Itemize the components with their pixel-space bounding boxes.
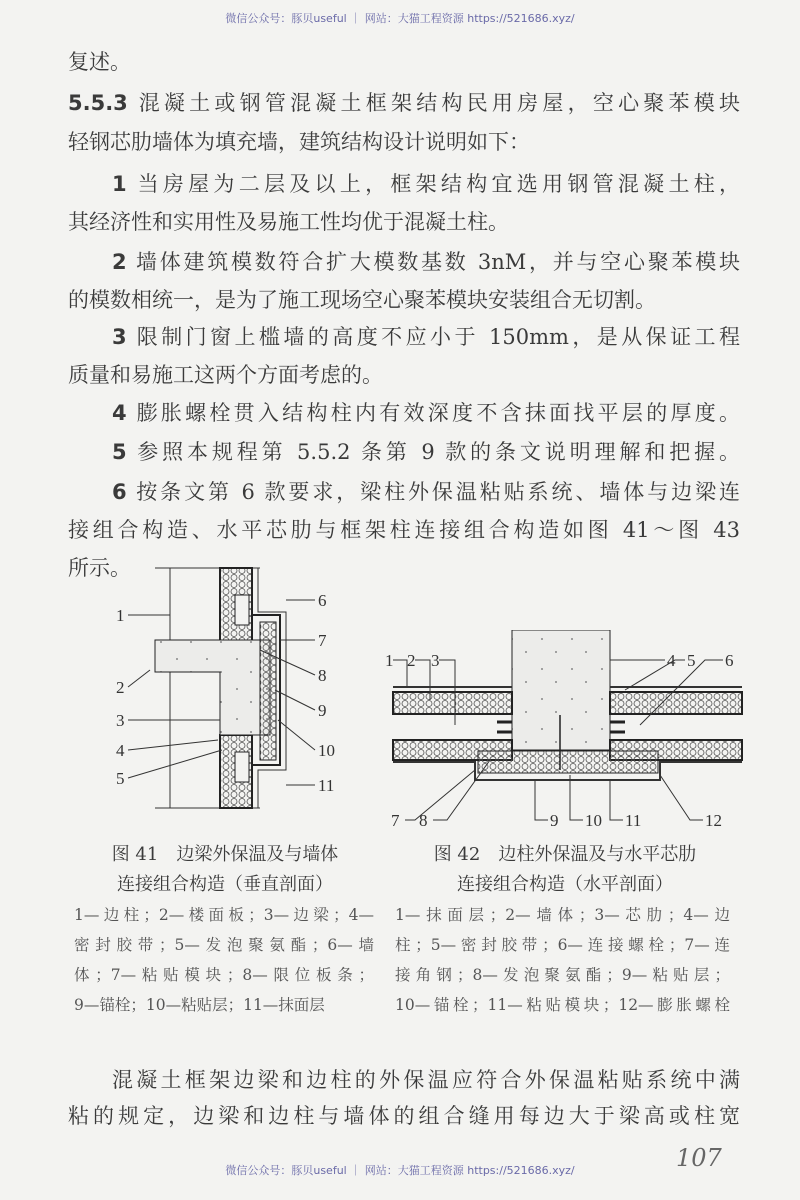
body-line	[112, 398, 740, 428]
legend-line: 接角钢；8—发泡聚氨酯；9—粘贴层；	[395, 966, 730, 984]
page-number: 107	[676, 1144, 722, 1172]
figure-41-caption	[70, 840, 380, 900]
callout-11: 11	[625, 811, 642, 830]
body-line	[68, 285, 740, 315]
callout-6: 6	[725, 651, 734, 670]
callout-2: 2	[116, 678, 125, 697]
item-number: 4	[112, 401, 127, 425]
line-text: 当房屋为二层及以上，框架结构宜选用钢管混凝土柱，	[137, 172, 741, 196]
section-number: 5.5.3	[68, 91, 128, 115]
body-line	[112, 477, 740, 507]
body-line	[112, 322, 740, 352]
callout-5: 5	[116, 769, 125, 788]
caption-line: 图 41 边梁外保温及与墙体	[111, 844, 339, 865]
legend-line: 体；7—粘贴模块；8—限位板条；	[74, 966, 374, 984]
callout-10: 10	[318, 741, 335, 760]
line-text: 膨胀螺栓贯入结构柱内有效深度不含抹面找平层的厚度。	[136, 401, 740, 425]
callout-12: 12	[705, 811, 722, 830]
line-text: 复述。	[68, 50, 131, 74]
legend-line: 1—抹面层；2—墙体；3—芯肋；4—边	[395, 906, 730, 924]
closing-paragraph-line: 混凝土框架边梁和边柱的外保温应符合外保温粘贴系统中满	[112, 1068, 740, 1092]
legend-line: 柱；5—密封胶带；6—连接螺栓；7—连	[395, 936, 730, 954]
line-text: 接组合构造、水平芯肋与框架柱连接组合构造如图 41～图 43	[68, 518, 740, 542]
caption-line: 连接组合构造（水平剖面）	[457, 874, 673, 895]
figure-41-diagram	[110, 560, 370, 850]
callout-10: 10	[585, 811, 602, 830]
legend-line: 1—边柱；2—楼面板；3—边梁；4—	[74, 906, 374, 924]
body-line	[112, 169, 740, 199]
line-text: 限制门窗上槛墙的高度不应小于 150mm，是从保证工程	[136, 325, 740, 349]
body-line	[68, 47, 740, 77]
item-number: 2	[112, 250, 127, 274]
callout-11: 11	[318, 776, 335, 795]
body-line	[68, 207, 740, 237]
callout-9: 9	[550, 811, 559, 830]
line-text: 质量和易施工这两个方面考虑的。	[68, 363, 383, 387]
body-line	[112, 437, 740, 467]
callout-1: 1	[385, 651, 394, 670]
callout-4: 4	[667, 651, 676, 670]
item-number: 6	[112, 480, 127, 504]
callout-5: 5	[687, 651, 696, 670]
legend-line: 10—锚栓；11—粘贴模块；12—膨胀螺栓	[395, 996, 730, 1014]
line-text: 轻钢芯肋墙体为填充墙，建筑结构设计说明如下：	[68, 130, 530, 154]
callout-3: 3	[116, 711, 125, 730]
closing-paragraph-line: 粘的规定，边梁和边柱与墙体的组合缝用每边大于梁高或柱宽	[68, 1104, 740, 1128]
line-text: 墙体建筑模数符合扩大模数基数 3nM，并与空心聚苯模块	[136, 250, 740, 274]
body-line	[68, 127, 740, 157]
callout-8: 8	[318, 666, 327, 685]
item-number: 1	[112, 172, 127, 196]
callout-9: 9	[318, 701, 327, 720]
body-line	[112, 247, 740, 277]
callout-4: 4	[116, 741, 125, 760]
callout-8: 8	[419, 811, 428, 830]
caption-line: 图 42 边柱外保温及与水平芯肋	[433, 844, 697, 865]
legend-line: 9—锚栓；10—粘贴层；11—抹面层	[74, 996, 325, 1014]
watermark-bottom[interactable]: 微信公众号：豚贝useful ｜ 网站：大猫工程资源 https://521686.xyz/	[225, 1164, 575, 1177]
callout-6: 6	[318, 591, 327, 610]
line-text: 混凝土或钢管混凝土框架结构民用房屋，空心聚苯模块	[138, 91, 740, 115]
body-line	[68, 88, 740, 118]
callout-3: 3	[431, 651, 440, 670]
legend-line: 密封胶带；5—发泡聚氨酯；6—墙	[74, 936, 374, 954]
line-text: 所示。	[68, 556, 131, 580]
callout-2: 2	[407, 651, 416, 670]
item-number: 3	[112, 325, 127, 349]
callout-7: 7	[318, 631, 327, 650]
line-text: 参照本规程第 5.5.2 条第 9 款的条文说明理解和把握。	[137, 440, 740, 464]
caption-line: 连接组合构造（垂直剖面）	[117, 874, 333, 895]
figure-42-caption	[395, 840, 735, 900]
line-text: 的模数相统一，是为了施工现场空心聚苯模块安装组合无切割。	[68, 288, 656, 312]
line-text: 其经济性和实用性及易施工性均优于混凝土柱。	[68, 210, 509, 234]
line-text: 按条文第 6 款要求，梁柱外保温粘贴系统、墙体与边梁连	[136, 480, 740, 504]
body-line	[68, 360, 740, 390]
callout-7: 7	[391, 811, 400, 830]
item-number: 5	[112, 440, 127, 464]
body-line	[68, 515, 740, 545]
figure-42-diagram	[385, 630, 755, 830]
watermark-top[interactable]: 微信公众号：豚贝useful ｜ 网站：大猫工程资源 https://521686.xyz/	[225, 12, 575, 25]
callout-1: 1	[116, 606, 125, 625]
